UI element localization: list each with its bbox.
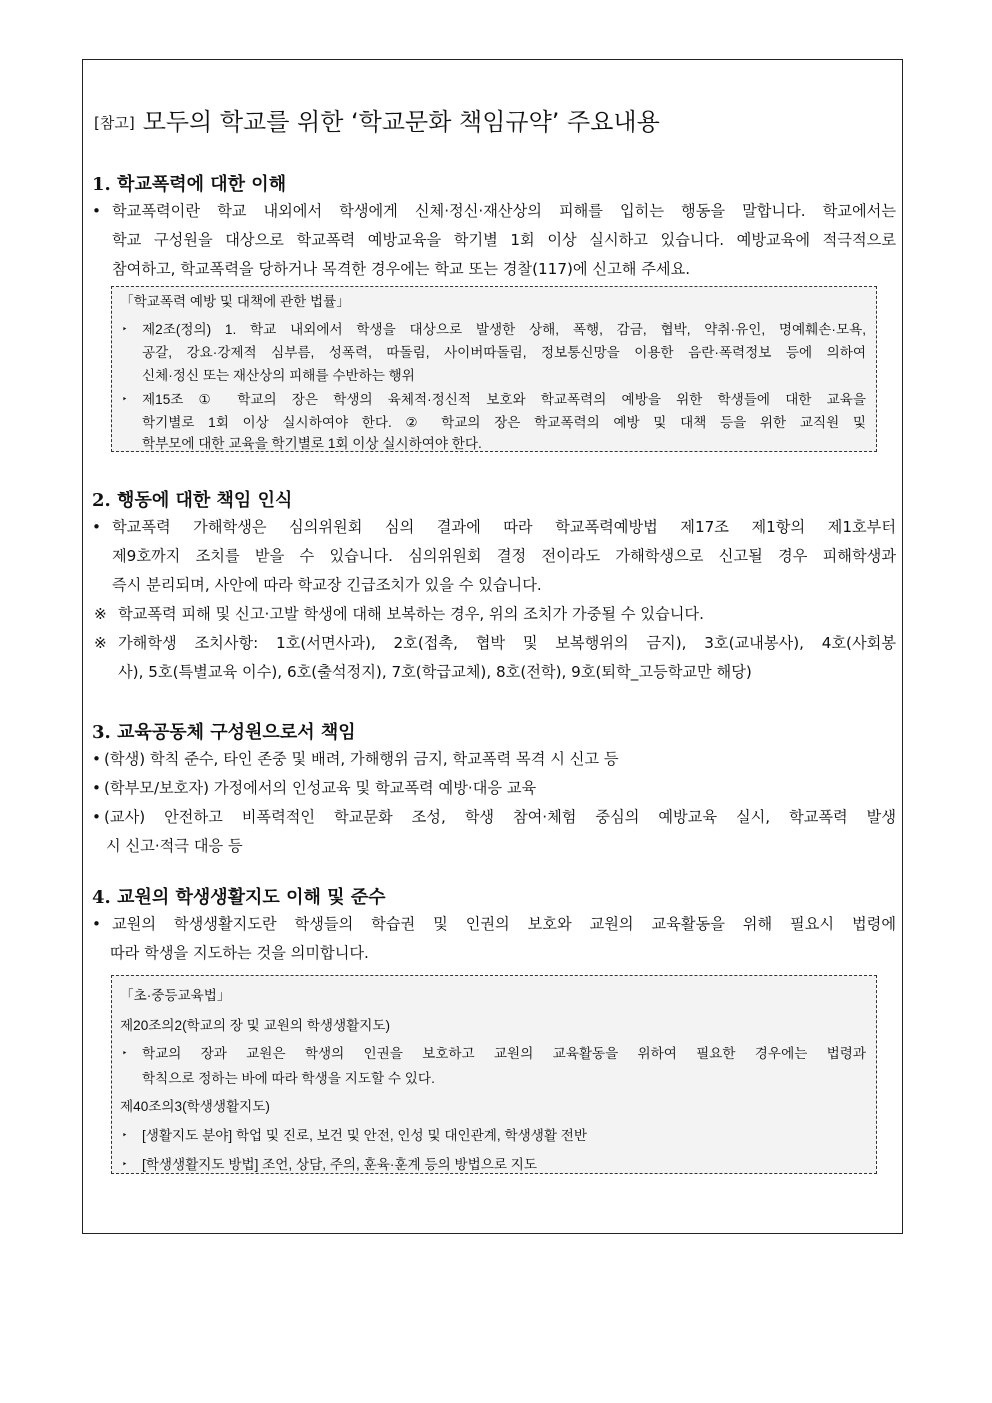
section-1-bullet (88, 197, 896, 284)
note-marker: ※ (94, 605, 107, 623)
law-item-line: 학교의 장과 교원은 학생의 인권을 보호하고 교원의 교육활동을 위하여 필요한 경우에는 법령과 (142, 1046, 866, 1061)
section-2-heading: 2. 행동에 대한 책임 인식 (92, 490, 293, 511)
arrow-marker: ‣ (122, 1159, 128, 1169)
law-item-line: [생활지도 분야] 학업 및 진로, 보건 및 안전, 인성 및 대인관계, 학생생활 전반 (142, 1128, 588, 1143)
article-title: 제40조의3(학생생활지도) (120, 1099, 270, 1114)
bullet-line: 교원의 학생생활지도란 학생들의 학습권 및 인권의 보호와 교원의 교육활동을 위해 필요시 법령에 (112, 915, 896, 933)
article-title: 제20조의2(학교의 장 및 교원의 학생생활지도) (120, 1018, 391, 1033)
bullet-marker: • (92, 518, 101, 536)
bullet-marker: • (92, 808, 101, 826)
bullet-line: 학교폭력 가해학생은 심의위원회 심의 결과에 따라 학교폭력예방법 제17조 제1항의 제1호부터 (112, 518, 896, 536)
section-3-bullets (88, 745, 896, 861)
section-4-bullet (88, 910, 896, 968)
bullet-line: 학교 구성원을 대상으로 학교폭력 예방교육을 학기별 1회 이상 실시하고 있습니다. 예방교육에 적극적으로 (112, 231, 896, 249)
law-item-line: 제15조 ① 학교의 장은 학생의 육체적·정신적 보호와 학교폭력의 예방을 위한 학생들에 대한 교육을 (142, 392, 866, 407)
law-item-line: 학기별로 1회 이상 실시하여야 한다. ② 학교의 장은 학교폭력의 예방 및 대책 등을 위한 교직원 및 (142, 415, 866, 430)
bullet-line: 따라 학생을 지도하는 것을 의미합니다. (110, 944, 369, 962)
page-title (94, 102, 660, 137)
bullet-line: 제9호까지 조치를 받을 수 있습니다. 심의위원회 결정 전이라도 가해학생으로 신고될 경우 피해학생과 (112, 547, 896, 565)
arrow-marker: ‣ (122, 1048, 128, 1058)
law-item-line: 학부모에 대한 교육을 학기별로 1회 이상 실시하여야 한다. (142, 436, 482, 451)
section-2-bullet (88, 513, 896, 687)
title-text: 모두의 학교를 위한 ‘학교문화 책임규약’ 주요내용 (142, 108, 660, 136)
arrow-marker: ‣ (122, 324, 128, 334)
section-1-heading: 1. 학교폭력에 대한 이해 (92, 174, 287, 195)
law-box-school-violence (111, 286, 877, 452)
bullet-line: 즉시 분리되며, 사안에 따라 학교장 긴급조치가 있을 수 있습니다. (112, 576, 542, 594)
bullet-line: (교사) 안전하고 비폭력적인 학교문화 조성, 학생 참여·체험 중심의 예방교육 실시, 학교폭력 발생 (104, 808, 896, 826)
note-line: 가해학생 조치사항: 1호(서면사과), 2호(접촉, 협박 및 보복행위의 금지), 3호(교내봉사), 4호(사회봉 (118, 634, 896, 652)
bullet-line: 학교폭력이란 학교 내외에서 학생에게 신체·정신·재산상의 피해를 입히는 행동을 말합니다. 학교에서는 (112, 202, 896, 220)
note-marker: ※ (94, 634, 107, 652)
bullet-marker: • (92, 202, 101, 220)
bullet-line: 시 신고·적극 대응 등 (106, 837, 243, 855)
law-box-education-act (111, 975, 877, 1174)
arrow-marker: ‣ (122, 394, 128, 404)
law-item-line: [학생생활지도 방법] 조언, 상담, 주의, 훈육·훈계 등의 방법으로 지도 (142, 1157, 538, 1172)
arrow-marker: ‣ (122, 1130, 128, 1140)
note-line: 학교폭력 피해 및 신고·고발 학생에 대해 보복하는 경우, 위의 조치가 가중될 수 있습니다. (118, 605, 704, 623)
law-item-line: 학칙으로 정하는 바에 따라 학생을 지도할 수 있다. (142, 1071, 435, 1086)
note-line: 사), 5호(특별교육 이수), 6호(출석정지), 7호(학급교체), 8호(전학), 9호(퇴학_고등학교만 해당) (118, 663, 752, 681)
bullet-line: (학생) 학칙 준수, 타인 존중 및 배려, 가해행위 금지, 학교폭력 목격 시 신고 등 (104, 750, 619, 768)
law-item-line: 신체·정신 또는 재산상의 피해를 수반하는 행위 (142, 368, 415, 383)
law-title: 「초·중등교육법」 (120, 988, 231, 1003)
title-tag: [참고] (94, 114, 135, 132)
law-title: 「학교폭력 예방 및 대책에 관한 법률」 (120, 294, 350, 309)
bullet-marker: • (92, 915, 101, 933)
law-item-line: 제2조(정의) 1. 학교 내외에서 학생을 대상으로 발생한 상해, 폭행, 감금, 협박, 약취·유인, 명예훼손·모욕, (142, 322, 866, 337)
bullet-marker: • (92, 779, 101, 797)
bullet-line: 참여하고, 학교폭력을 당하거나 목격한 경우에는 학교 또는 경찰(117)에 신고해 주세요. (112, 260, 691, 278)
bullet-line: (학부모/보호자) 가정에서의 인성교육 및 학교폭력 예방·대응 교육 (104, 779, 537, 797)
bullet-marker: • (92, 750, 101, 768)
law-item-line: 공갈, 강요·강제적 심부름, 성폭력, 따돌림, 사이버따돌림, 정보통신망을 이용한 음란·폭력정보 등에 의하여 (142, 345, 866, 360)
section-4-heading: 4. 교원의 학생생활지도 이해 및 준수 (92, 887, 386, 908)
section-3-heading: 3. 교육공동체 구성원으로서 책임 (92, 722, 356, 743)
